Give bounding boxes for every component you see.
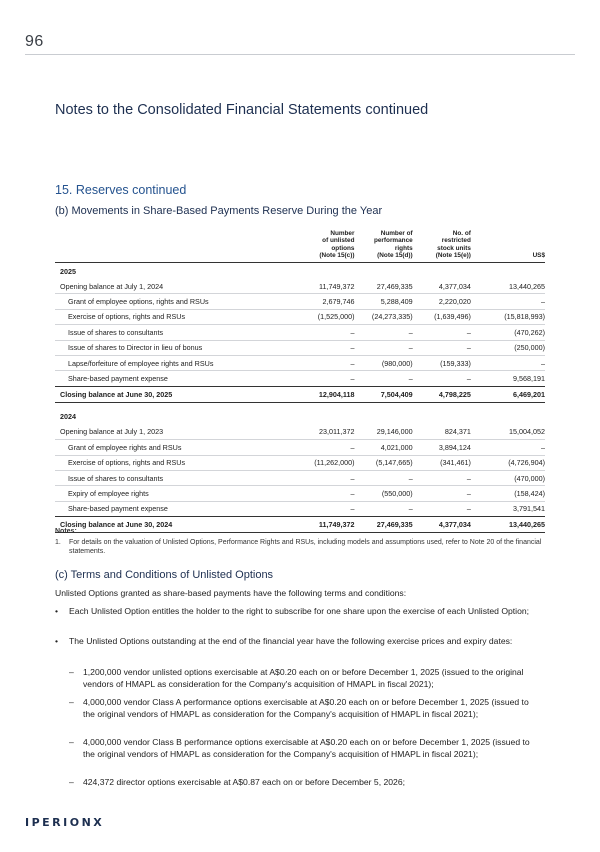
table-row [55,425,545,440]
cell: (5,147,665) [354,455,412,470]
row-label: Closing balance at June 30, 2025 [55,386,296,402]
closing-row-2025 [55,386,545,402]
dash-glyph: – [69,777,74,787]
cell: (980,000) [354,355,412,370]
row-label: Exercise of options, rights and RSUs [55,455,296,470]
cell: – [466,374,471,384]
cell: 13,440,265 [471,517,545,533]
row-label: Exercise of options, rights and RSUs [55,309,296,324]
cell: (15,818,993) [471,309,545,324]
cell: 4,377,034 [413,279,471,294]
row-label: Expiry of employee rights [55,486,296,501]
bullet-glyph: • [55,606,59,616]
cell: 11,749,372 [296,517,354,533]
bullet-glyph: • [55,636,59,646]
table-row [55,309,545,324]
cell: – [413,340,471,355]
cell: 11,749,372 [296,279,354,294]
dash-item [69,777,539,789]
cell: (1,639,496) [413,309,471,324]
cell: – [408,374,413,384]
note-number: 1. [55,539,61,546]
cell: 4,021,000 [354,440,412,455]
cell: (4,726,904) [471,455,545,470]
row-label: Issue of shares to Director in lieu of bonus [55,340,296,355]
cell: – [296,325,354,340]
cell: (1,525,000) [296,309,354,324]
cell: – [296,486,354,501]
subsection-b-heading: (b) Movements in Share-Based Payments Reserve During the Year [55,205,383,217]
cell: – [296,440,354,455]
row-label: Issue of shares to consultants [55,325,296,340]
intro-paragraph: Unlisted Options granted as share-based payments have the following terms and conditions: [55,588,407,598]
cell: 3,791,541 [513,504,545,514]
cell: 6,469,201 [471,386,545,402]
cell: 13,440,265 [471,279,545,294]
dash-text: 4,000,000 vendor Class B performance options exercisable at A$0.20 each on or before December 1, 2025 (issued to the original vendors of HMAPL as consideration for the Company's acquisition of HMAPL in fiscal 2021); [83,737,530,759]
header-divider [25,54,575,55]
dash-item [69,697,539,720]
header-usd: US$ [471,224,545,263]
header-performance-rights: Number of performance rights (Note 15(d)) [354,224,412,263]
cell: 4,377,034 [413,517,471,533]
cell: (341,461) [413,455,471,470]
cell: 9,568,191 [513,374,545,384]
row-label: Closing balance at June 30, 2024 [55,517,296,533]
bullet-item [55,636,540,648]
cell: – [471,294,545,309]
cell: (470,262) [471,325,545,340]
dash-item [69,667,539,690]
cell: 824,371 [413,425,471,440]
table-row [55,486,545,501]
row-label: Opening balance at July 1, 2024 [55,279,296,294]
cell: (250,000) [471,340,545,355]
closing-row-2024 [55,517,545,533]
table-row [55,340,545,355]
cell: 7,504,409 [354,386,412,402]
cell: 12,904,118 [296,386,354,402]
table-header-row [55,224,545,263]
cell: – [350,374,355,384]
year-2025-row [55,263,545,280]
section-heading: 15. Reserves continued [55,183,187,197]
header-blank [55,224,296,263]
cell: – [354,470,412,485]
cell: 15,004,052 [471,425,545,440]
table-row [55,355,545,370]
table-row [55,501,545,516]
row-label: Issue of shares to consultants [55,470,296,485]
cell: (550,000) [354,486,412,501]
row-label: Lapse/forfeiture of employee rights and RSUs [55,355,296,370]
row-label: Share-based payment expense [68,504,168,514]
dash-glyph: – [69,697,74,707]
cell: – [413,325,471,340]
page-number: 96 [25,33,44,50]
year-label: 2025 [60,266,76,276]
subsection-c-heading: (c) Terms and Conditions of Unlisted Options [55,569,274,581]
cell: – [350,504,355,514]
cell: – [296,470,354,485]
cell: – [466,504,471,514]
cell: (159,333) [413,355,471,370]
bullet-text: The Unlisted Options outstanding at the end of the financial year have the following exercise prices and expiry dates: [69,636,513,646]
cell: – [408,504,413,514]
row-label: Opening balance at July 1, 2023 [55,425,296,440]
dash-glyph: – [69,667,74,677]
note-1 [55,538,545,556]
cell: 27,469,335 [354,517,412,533]
table-row [55,470,545,485]
dash-text: 4,000,000 vendor Class A performance options exercisable at A$0.20 each on or before December 1, 2025 (issued to the original vendors of HMAPL as consideration for the Company's acquisition of HMAPL in fiscal 2021); [83,697,529,719]
table-row [55,325,545,340]
bullet-text: Each Unlisted Option entitles the holder to the right to subscribe for one share upon the exercise of each Unlisted Option; [69,606,530,616]
row-label: Grant of employee rights and RSUs [55,440,296,455]
header-unlisted-options: Number of unlisted options (Note 15(c)) [296,224,354,263]
note-text: For details on the valuation of Unlisted Options, Performance Rights and RSUs, including models and assumptions used, refer to Note 20 of the financial statements. [69,539,542,555]
cell: 2,679,746 [296,294,354,309]
cell: 29,146,000 [354,425,412,440]
table-row [55,455,545,470]
year-2024-row [55,409,545,425]
cell: (470,000) [471,470,545,485]
cell: – [354,325,412,340]
cell: – [413,486,471,501]
table-row [55,371,545,386]
cell: 5,288,409 [354,294,412,309]
dash-text: 424,372 director options exercisable at A$0.87 each on or before December 5, 2026; [83,777,405,787]
cell: – [354,340,412,355]
reserves-table [55,224,545,533]
dash-text: 1,200,000 vendor unlisted options exercisable at A$0.20 each on or before December 1, 2025 (issued to the original vendors of HMAPL as consideration for the Company's acquisition of HMAPL in fiscal 2021); [83,667,524,689]
cell: (11,262,000) [296,455,354,470]
row-label: Grant of employee options, rights and RSUs [55,294,296,309]
notes-heading: Notes: [55,528,77,535]
cell: – [296,355,354,370]
cell: – [413,470,471,485]
table-row [55,294,545,309]
page-title: Notes to the Consolidated Financial Statements continued [55,102,429,118]
year-label: 2024 [60,412,76,422]
dash-item [69,737,539,760]
cell: 23,011,372 [296,425,354,440]
cell: – [296,340,354,355]
cell: (24,273,335) [354,309,412,324]
dash-glyph: – [69,737,74,747]
header-rsus: No. of restricted stock units (Note 15(e)) [413,224,471,263]
bullet-item [55,606,540,618]
cell: 2,220,020 [413,294,471,309]
cell: 27,469,335 [354,279,412,294]
cell: – [471,440,545,455]
table-row [55,279,545,294]
row-label: Share-based payment expense [68,374,168,384]
cell: (158,424) [471,486,545,501]
cell: – [471,355,545,370]
cell: 4,798,225 [413,386,471,402]
cell: 3,894,124 [413,440,471,455]
company-logo: IPERIONX [25,816,105,829]
table-row [55,440,545,455]
